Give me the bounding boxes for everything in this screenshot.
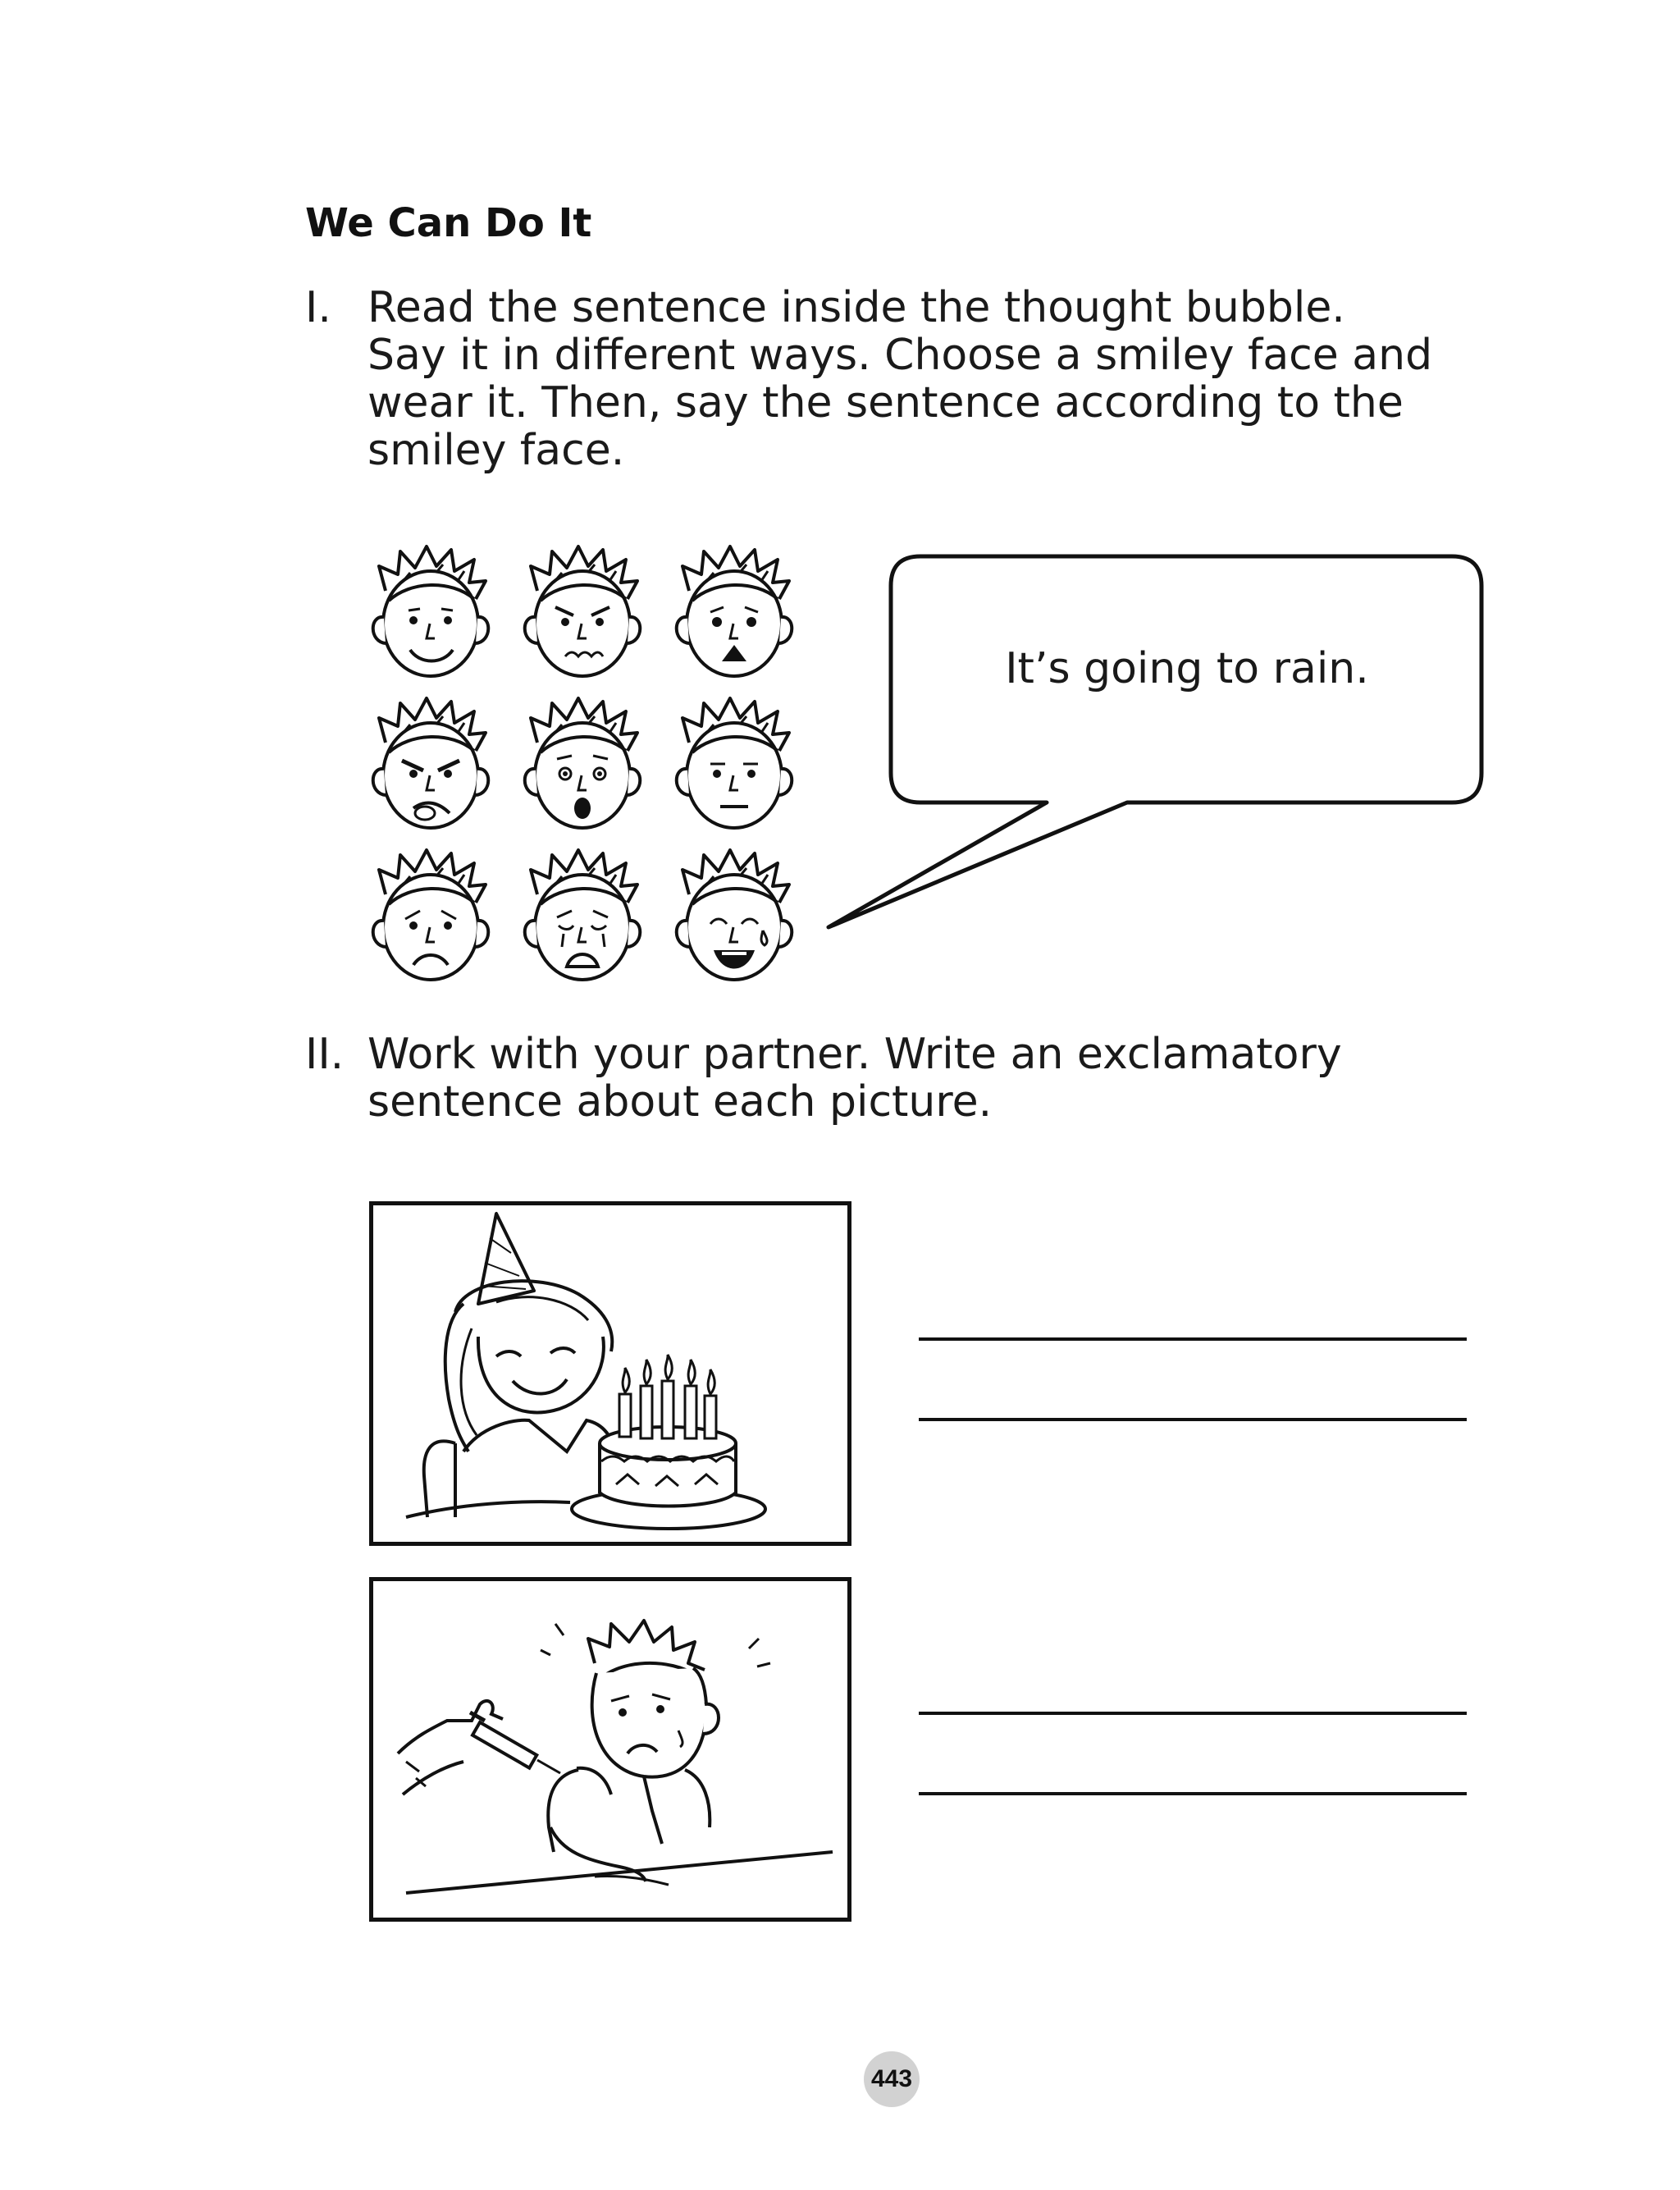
answer-line[interactable] [919, 1712, 1467, 1715]
instruction-1-line: wear it. Then, say the sentence according to the [368, 378, 1404, 427]
instruction-2-line: sentence about each picture. [368, 1077, 993, 1127]
answer-line[interactable] [919, 1418, 1467, 1421]
instruction-1-number: I. [305, 283, 331, 332]
expression-faces-grid [361, 542, 820, 1001]
answer-line[interactable] [919, 1337, 1467, 1341]
boy-injection-illustration [373, 1581, 849, 1919]
birthday-girl-illustration [373, 1205, 849, 1543]
faces-illustration [361, 542, 820, 1001]
instruction-2-line: Work with your partner. Write an exclamatory [368, 1030, 1342, 1079]
instruction-2-number: II. [305, 1030, 345, 1079]
injection-picture [369, 1577, 851, 1922]
instruction-1-line: Read the sentence inside the thought bubble. [368, 283, 1345, 332]
birthday-picture [369, 1201, 851, 1546]
instruction-1-line: smiley face. [368, 426, 625, 475]
speech-bubble [820, 550, 1493, 960]
instruction-2-text [368, 1031, 1541, 1126]
instruction-2 [305, 1031, 1618, 1137]
instruction-1-line: Say it in different ways. Choose a smiley face and [368, 331, 1433, 380]
answer-line[interactable] [919, 1792, 1467, 1795]
instruction-1 [305, 284, 1618, 481]
bubble-sentence: It’s going to rain. [1005, 644, 1369, 693]
page-heading: We Can Do It [305, 200, 592, 246]
page-number: 443 [864, 2051, 920, 2107]
instruction-1-text [368, 284, 1541, 474]
